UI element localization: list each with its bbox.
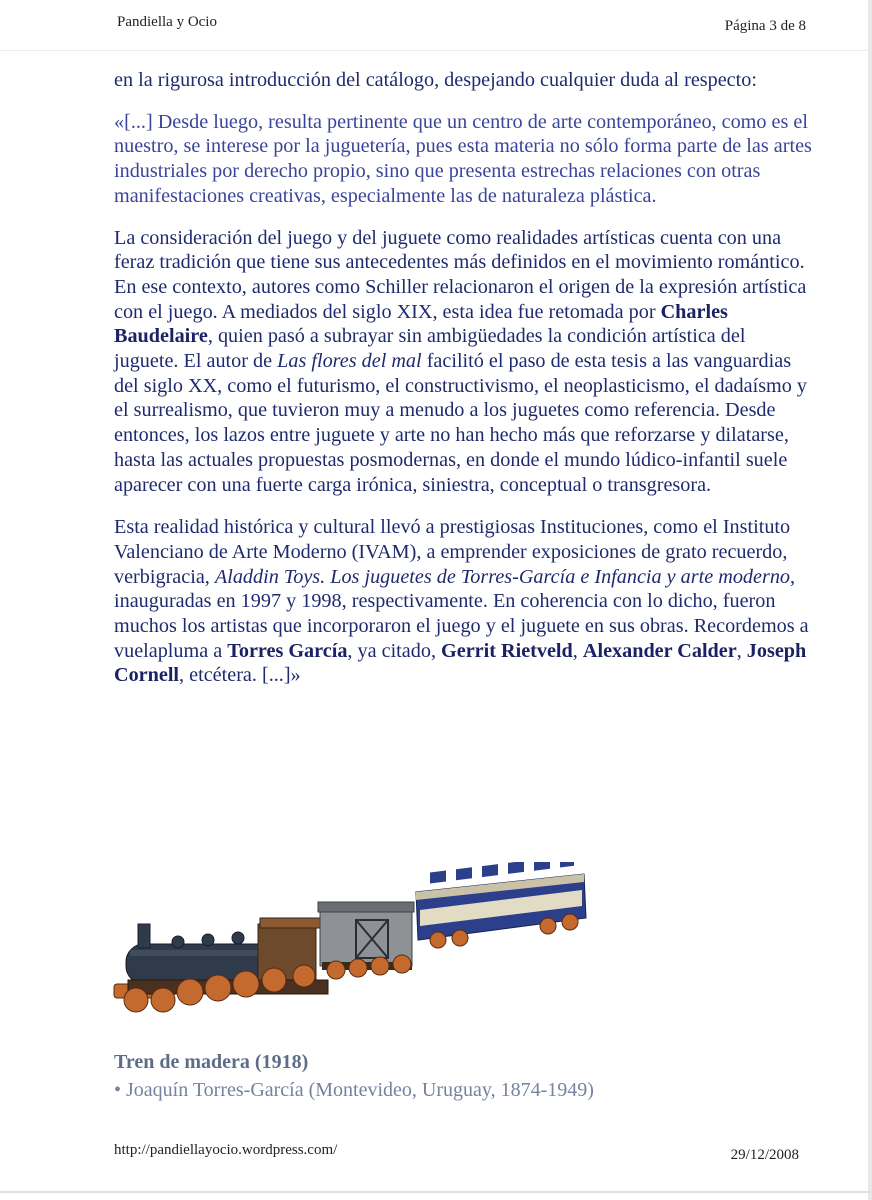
quote-paragraph: «[...] Desde luego, resulta pertinente que un centro de arte contemporáneo, como es el nuestro, se interese por la juguetería, pues esta materia no sólo forma parte de las artes industriales por derecho propio, sino que presenta estrechas relaciones con otras manifestaciones creativas, especialmente las de naturaleza plástica. <box>114 110 812 207</box>
book-title: Las flores del mal <box>277 350 422 373</box>
inst-text-3: , ya citado, <box>347 639 442 662</box>
history-paragraph <box>114 226 814 498</box>
wooden-train-image <box>108 862 592 1022</box>
inst-text-6: , etcétera. [...]» <box>179 664 301 687</box>
exhibition-titles: Aladdin Toys. Los juguetes de Torres-García e Infancia y arte moderno <box>214 565 791 588</box>
inst-text-2: , inauguradas en 1997 y 1998, respectivamente. En coherencia con lo dicho, fueron muchos los artistas que incorporaron el juego y el juguete en sus obras. Recordemos a vuelapluma a <box>114 565 809 662</box>
name-baudelaire: Charles Baudelaire <box>114 300 728 348</box>
history-text-1: La consideración del juego y del juguete como realidades artísticas cuenta con una feraz tradición que tiene sus antecedentes más definidos en el movimiento romántico. En ese contexto, autores como Schiller relacionaron el origen de la expresión artística con el juego. A mediados del siglo XIX, esta idea fue retomada por <box>114 226 807 323</box>
passenger-coach <box>416 862 586 948</box>
name-rietveld: Gerrit Rietveld <box>441 639 573 662</box>
history-text-2: , quien pasó a subrayar sin ambigüedades la condición artística del juguete. El autor de <box>114 325 746 373</box>
inst-text-5: , <box>736 639 747 662</box>
page-indicator: Página 3 de 8 <box>724 18 806 34</box>
intro-paragraph: en la rigurosa introducción del catálogo, despejando cualquier duda al respecto: <box>114 69 757 91</box>
footer-url: http://pandiellayocio.wordpress.com/ <box>114 1142 338 1158</box>
name-cornell: Joseph Cornell <box>114 639 807 687</box>
freight-wagon <box>318 902 414 979</box>
name-calder: Alexander Calder <box>582 639 737 662</box>
article-body <box>114 68 814 707</box>
name-torres-garcia: Torres García <box>227 639 348 662</box>
institutions-paragraph <box>114 515 814 688</box>
locomotive <box>114 918 328 1012</box>
inst-text-1: Esta realidad histórica y cultural llevó a prestigiosas Instituciones, como el Instituto Valenciano de Arte Moderno (IVAM), a emprender exposiciones de grato recuerdo, verbigracia, <box>114 516 791 588</box>
history-text-3: facilitó el paso de esta tesis a las vanguardias del siglo XX, como el futurismo, el constructivismo, el neoplasticismo, el dadaísmo y el surrealismo, que tuvieron muy a menudo a los juguetes como referencia. Desde entonces, los lazos entre juguete y arte no han hecho más que reforzarse y dilatarse, hasta las actuales propuestas posmodernas, en donde el mundo lúdico-infantil suele aparecer con una fuerte carga irónica, siniestra, conceptual o transgresora. <box>114 350 807 496</box>
footer-date: 29/12/2008 <box>730 1147 799 1163</box>
figure-caption-title: Tren de madera (1918) <box>114 1051 309 1073</box>
figure-caption-credit: • Joaquín Torres-García (Montevideo, Uruguay, 1874-1949) <box>114 1079 594 1101</box>
site-name: Pandiella y Ocio <box>117 14 217 30</box>
inst-text-4: , <box>572 639 583 662</box>
